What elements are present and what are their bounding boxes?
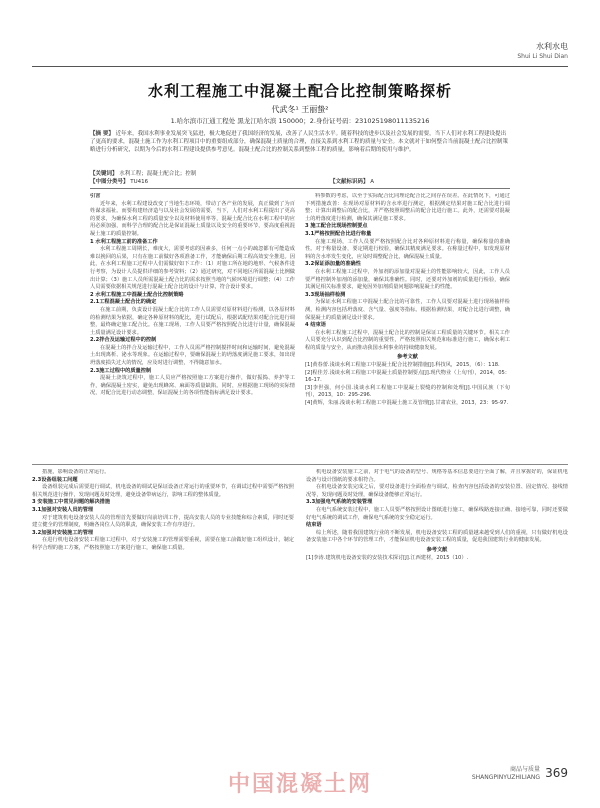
page-number: 369: [545, 766, 568, 780]
classification-row: [90, 178, 148, 186]
body-column-right-bottom: [306, 469, 568, 731]
section-heading: 1 水利工程施工前的准备工作: [90, 238, 158, 245]
abstract-rule: [90, 188, 510, 189]
journal-header: [517, 42, 568, 62]
classification-label: 【中图分类号】: [90, 179, 129, 185]
section-heading: 3.2保证添加量的准确性: [305, 261, 361, 268]
reference-item: [1]黄春蕾.浅谈水利工程施工中混凝土配合比控制措施[J].科技风，2015，（6）：118.: [305, 362, 500, 369]
footer-journal-name: 商品与质量: [509, 766, 540, 773]
paragraph: 在施工现场，工作人员要严格按照配合比对各种原材料进行称量，确保称量的准确性。对于称量设备，要定期进行校验，确保其精度满足要求。在称量过程中，如发现原材料的含水率发生变化，应及时调整配合比，确保混凝土质量。: [305, 238, 510, 260]
footer-journal-pinyin: SHANGPINYUZHILIANG: [471, 774, 540, 781]
paragraph: 在电气系统安装过程中，施工人员要严格按照设计图纸进行施工，确保线路连接正确、接地可靠，同时还要做好电气系统的调试工作，确保电气系统的安全稳定运行。: [306, 506, 568, 521]
section-heading: 2.3施工过程中的质量控制: [90, 367, 152, 374]
journal-name: 水利水电: [536, 42, 568, 51]
section-heading: 参考文献: [397, 354, 418, 361]
paragraph: 在混凝土的拌合及运输过程中，工作人员需严格控制搅拌时间和运输时间，避免混凝土出现离析、泌水等现象。在运输过程中，要确保混凝土的坍落度满足施工要求，如出现坍落度损失过大的情况，应及时进行调整，不得随意加水。: [90, 344, 295, 367]
section-heading: 2.1工程混凝土配合比的确定: [90, 299, 157, 306]
authors: 代武冬¹ 王丽蛰²: [271, 105, 329, 114]
section-heading: 3.2加强对安装施工的管理: [32, 529, 94, 536]
section-heading: 2.3设备组装工问题: [32, 476, 78, 483]
paragraph: 措施，影响设备的正常运行。: [42, 469, 110, 475]
section-heading: 3 施工配合比现场控制要点: [305, 223, 368, 230]
journal-name-en: Shui Li Shui Dian: [517, 53, 568, 60]
body-column-left-top: [90, 193, 295, 461]
header-rule: [32, 66, 568, 67]
section-heading: 3 安装施工中常见问题的解决措施: [32, 499, 111, 506]
abstract-label: 【摘 要】: [90, 131, 114, 137]
section-heading: 2.2拌合及运输过程中的控制: [90, 337, 157, 344]
paragraph: 近年来，水利工程建设改变了当地生态环境，带动了各产业的发展，真正做到了为百姓谋求福祉。而要构建经济造与以及社会发展的需要，当下，人们对水利工程提出了更高的要求，为确保水利工程的质量安全以及材料使用率等，混凝土配合比在水利工程中的应用必须加强，而科学合理的配合比是保证混凝土质量以及安全的重要环节，要高度重视混凝土施工的质量控制。: [90, 200, 295, 237]
reference-item: [4]黄辉，朱丽.浅谈水利工程施工中混凝土施工及管理[J].甘肃农业，2013，23：95-97.: [305, 400, 509, 407]
paragraph: 为保证水利工程施工中混凝土配合比的可靠性，工作人员要对混凝土进行现场抽样检测，检测内容包括坍落度、含气量、强度等指标。根据检测结果，对配合比进行调整，确保混凝土的质量满足设计要求。: [305, 299, 510, 321]
footer-journal: [472, 766, 540, 782]
section-heading: 4 结束语: [305, 322, 326, 329]
paragraph: 混凝土浇筑过程中，施工人员应严格按照施工方案进行操作，做好振捣、养护等工作，确保混凝土密实，避免出现蜂窝、麻面等质量缺陷。同时，应根据施工现场的实际情况，对配合比进行动态调整，保证混凝土的各项性能指标满足设计要求。: [90, 375, 295, 397]
paper-title: 水利工程施工中混凝土配合比控制策略探析: [147, 82, 452, 100]
paragraph: 水利工程施工周期长，难度大，需要考虑的因素多，任何一点小的疏忽都有可能造成难以挽回的后果，只有在施工前做好各项准备工作，才能确保后期工程高效安全推进。因此，在水利工程施工过程中人们需做好如下工作：（1）对施工所在地的地形、气候条件进行考察，为设计人员提供详细的参考资料；（2）通过研究，对不同地区所需混凝土比例做出计算；（3）施工人员所需混凝土配合比的需求按照当地的气候环境进行调整；（4）工作人员需要依据相关规范进行混凝土配合比的设计与计算，符合设计要求。: [90, 246, 295, 291]
watermark-logo: 中国混凝土网: [227, 772, 372, 797]
section-heading: 引言: [90, 193, 101, 199]
paragraph: 综上所述，随着我国建筑行业的不断发展，机电设备安装工程的质量越来越受到人们的重视，只有做好机电设备安装施工中各个环节的管理工作，才能保证机电设备安装工程的质量，促进我国建筑行业的健康发展。: [306, 529, 568, 544]
section-heading: 3.1严格按照配合比进行称量: [305, 230, 372, 237]
reference-item: [2]程佳芳.浅谈水利工程施工中混凝土质量控制要点[J].现代物业（上旬刊），2014，05：16-17.: [305, 369, 510, 384]
section-heading: 2 水利工程施工中混凝土配合比控制策略: [90, 291, 184, 298]
paragraph: 在进行机电设备安装工程施工过程中，对于安装施工的管理需要重视，需要在施工前做好施工组织设计，制定科学合理的施工方案，严格按照施工方案进行施工，确保施工质量。: [32, 537, 294, 551]
keywords-row: [90, 170, 196, 178]
body-column-left-bottom: [32, 469, 294, 749]
paragraph: 机电设备安装施工之前，对于电气的设备的型号、规格等基本信息要进行全面了解，并且掌握好的，保证机电设备与设计图纸的要求相符合。: [306, 469, 568, 483]
reference-item: [3]李世强，何小国.浅谈水利工程施工中混凝土裂缝的控制和处理[J].中国民族（下旬刊），2013，10：295-296.: [305, 384, 510, 399]
paragraph: 料参数的考虑，以至于实际配合比同理论配合比之间存在误差。在此情况下，可通过下列措施改善：在现场对原材料的含水率进行测定，根据测定结果对施工配合比进行调整；计算出调整后的配合比，并严格按照调整后的配合比进行施工。此外，还需要对混凝土的坍落度进行检测，确保其满足施工要求。: [305, 193, 510, 222]
keywords-label: 【关键词】: [90, 171, 118, 177]
section-heading: 参考文献: [426, 546, 448, 553]
paragraph: 在水利工程施工过程中，混凝土配合比的控制是保证工程质量的关键环节。相关工作人员要充分认识到配合比控制的重要性，严格按照相关规范和标准进行施工，确保水利工程的质量与安全，从而推动我国水利事业的持续健康发展。: [305, 329, 510, 351]
section-heading: 3.3加强电气系统的安装管理: [306, 499, 373, 506]
paragraph: 在机电设备安装完成之后，要对设备进行全面检查与调试，检查内容包括设备的安装位置、固定情况、接线情况等，发现问题及时处理，确保设备能够正常运行。: [306, 484, 568, 498]
paragraph: 设备组装完成后需要进行调试，机电设备的调试是保证设备正常运行的重要环节，在调试过程中需要严格按照相关规范进行操作，发现问题及时处理，避免设备带病运行，影响工程的整体质量。: [32, 484, 294, 498]
abstract-text: 近年来，我国水利事业发展突飞猛进，极大地促进了我国经济的发展，改善了人民生活水平。随着科技的进步以及社会发展的需要，当下人们对水利工程建设提出了更高的要求，混凝土施工作为水利工程项目中的重要组成部分，确保混凝土质量的合理，直接关系到水利工程的质量与安全。本文就对于如何整合当前混凝土配合比控制策略进行分析研究，以期为今后的水利工程建设提供参考意见。混凝土配合比的控制关系到整体工程的质量，影响着后期的使用与维护。: [90, 131, 509, 153]
paragraph: 在水利工程施工过程中，外加剂的添加量对混凝土的性能影响较大，因此，工作人员要严格控制外加剂的添加量，确保其准确性。同时，还要对外加剂的质量进行检验，确保其满足相关标准要求，避免因外加剂质量问题影响混凝土的性能。: [305, 268, 510, 291]
section-divider: [32, 464, 568, 465]
section-heading: 3.1加强对安装人员的管理: [32, 506, 94, 513]
affiliation: 1.哈尔滨市江通工程处 黑龙江哈尔滨 150000；2.身份证号码：231025198011135216: [170, 117, 430, 125]
section-heading: 3.3现场抽样检测: [305, 291, 346, 298]
classification-value: TU416: [130, 179, 149, 185]
abstract-block: [90, 130, 510, 154]
doc-code-label: 【文献标识码】: [330, 179, 369, 185]
body-column-right-top: [305, 193, 510, 461]
keywords-text: 水利工程；混凝土配合比；控制: [119, 171, 197, 177]
doc-code-value: A: [370, 179, 375, 185]
paragraph: 在施工前期，负责设计混凝土配合比的工作人员需要对原材料进行检测，以各原材料的检测结果为依据，确定各种原材料的配比，进行试配后，根据试配结果对配合比进行调整，最终确定施工配合比。在施工现场，工作人员要严格按照配合比进行计量，确保混凝土质量满足设计要求。: [90, 306, 295, 336]
doc-code-row: [330, 178, 374, 186]
reference-item: [1]李涛.建筑机电设备安装的安装技术探讨[J].江西建材，2015（10）.: [306, 554, 469, 561]
section-heading: 结束语: [306, 522, 322, 529]
paragraph: 对于建筑机电设备安装人员的管理首先要做好岗前培训工作，提高安装人员的专业技能和综合素质，同时还要建立健全的管理制度，明确各岗位人员的职责，确保安装工作有序进行。: [32, 514, 294, 529]
